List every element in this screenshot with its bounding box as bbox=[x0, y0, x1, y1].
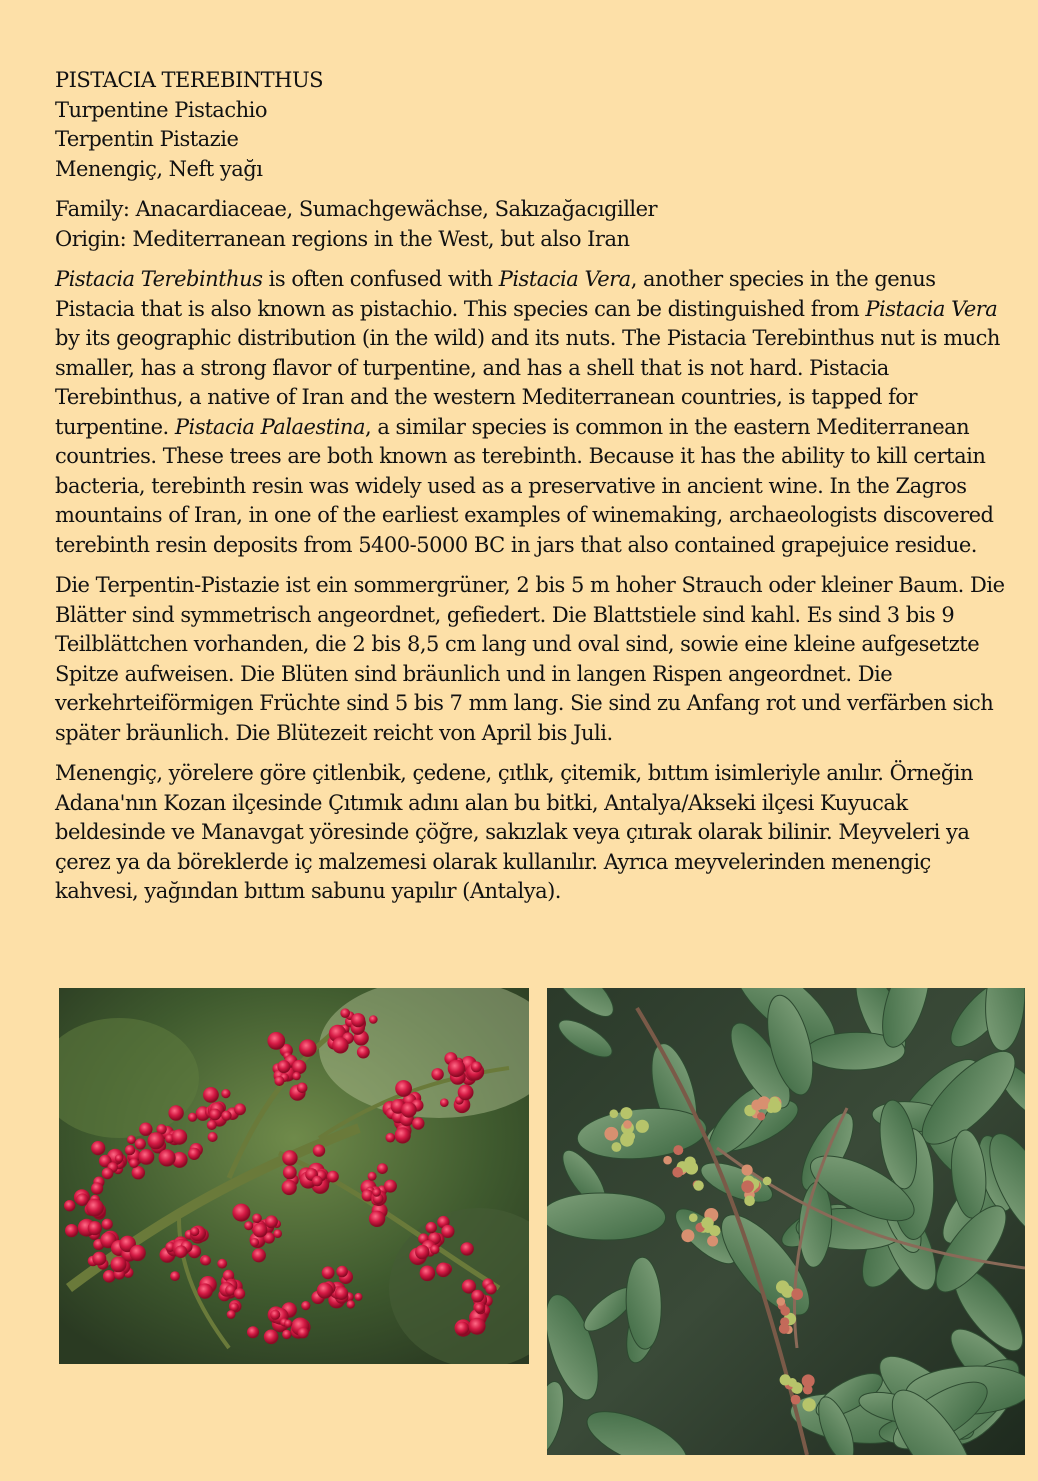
flower-bud bbox=[395, 1127, 411, 1143]
flower-bud bbox=[244, 1221, 253, 1230]
flower-bud bbox=[469, 1318, 486, 1335]
flower-bud bbox=[312, 1176, 323, 1187]
english-text-c: by its geographic distribution (in the wild) and its nuts. The Pistacia Terebinthus nut is much smaller, has a strong flavor of turpentine, and has a shell that is not hard. Pistacia Terebinthus, a native of Iran and the western Mediterranean countries, is tapped for turpentine. bbox=[55, 326, 1000, 439]
flower-bud bbox=[197, 1283, 212, 1298]
fruit bbox=[620, 1107, 632, 1119]
flower-bud bbox=[335, 1287, 348, 1300]
flower-bud bbox=[282, 1150, 297, 1165]
flower-bud bbox=[172, 1129, 188, 1145]
german-text: Die Terpentin-Pistazie ist ein sommergrüner, 2 bis 5 m hoher Strauch oder kleiner Baum. Die Blätter sind symmetrisch angeordnet, gefiedert. Die Blattstiele sind kahl. Es sind 3 bis 9 Teilblättchen vorhanden, die 2 bis 8,5 cm lang und oval sind, sowie eine kleine aufgesetzte Spitze aufweisen. Die Blüten sind bräunlich und in langen Rispen angeordnet. Die verkehrteiförmigen Früchte sind 5 bis 7 mm lang. Sie sind zu Anfang rot und verfärben sich später bräunlich. Die Blütezeit reicht von April bis Juli. bbox=[55, 573, 1005, 745]
common-name-turkish: Menengiç, Neft yağı bbox=[55, 156, 263, 181]
flower-bud bbox=[347, 1300, 355, 1308]
foliage-image bbox=[547, 988, 1025, 1455]
flower-bud bbox=[292, 1072, 300, 1080]
flower-bud bbox=[76, 1193, 89, 1206]
flower-bud bbox=[201, 1256, 211, 1266]
common-name-english: Turpentine Pistachio bbox=[55, 97, 267, 122]
flower-bud bbox=[474, 1303, 484, 1313]
flower-bud bbox=[277, 1060, 290, 1073]
flower-bud bbox=[203, 1087, 219, 1103]
flower-bud bbox=[458, 1085, 474, 1101]
fruit bbox=[623, 1120, 632, 1129]
flower-bud bbox=[102, 1168, 114, 1180]
flower-bud bbox=[327, 1171, 339, 1183]
flower-photo bbox=[59, 988, 529, 1364]
flower-bud bbox=[253, 1223, 268, 1238]
flower-bud bbox=[431, 1068, 443, 1080]
common-name-german: Terpentin Pistazie bbox=[55, 127, 239, 151]
fruit bbox=[779, 1323, 790, 1334]
flower-bud bbox=[127, 1135, 136, 1144]
flower-bud bbox=[441, 1225, 454, 1238]
flower-bud bbox=[188, 1113, 197, 1122]
turkish-text: Menengiç, yörelere göre çitlenbik, çedene, çıtlık, çitemik, bıttım isimleriyle anılır. Örneğin Adana'nın Kozan ilçesinde Çıtımık adını alan bu bitki, Antalya/Akseki ilçesi Kuyucak beldesinde ve Manavgat yöresinde çöğre, sakızlak veya çıtırak olarak bilinir. Meyveleri ya çerez ya da böreklerde iç malzemesi olarak kullanılır. Ayrıca meyvelerinden menengiç kahvesi, yağından bıttım sabunu yapılır (Antalya). bbox=[55, 761, 974, 903]
flower-bud bbox=[190, 1227, 199, 1236]
flower-bud bbox=[267, 1032, 285, 1050]
flower-bud bbox=[221, 1089, 230, 1098]
flower-bud bbox=[129, 1158, 139, 1168]
flower-bud bbox=[217, 1259, 227, 1269]
flower-bud bbox=[430, 1245, 439, 1254]
flower-bud bbox=[395, 1080, 412, 1097]
fruit bbox=[791, 1288, 803, 1300]
fruit bbox=[741, 1180, 754, 1193]
flower-bud bbox=[368, 1172, 377, 1181]
english-paragraph bbox=[55, 265, 1005, 560]
flower-bud bbox=[234, 1288, 245, 1299]
flower-bud bbox=[274, 1076, 284, 1086]
fruit bbox=[681, 1229, 694, 1242]
flower-bud bbox=[415, 1245, 429, 1259]
flower-bud bbox=[369, 1015, 378, 1024]
family-line: Family: Anacardiaceae, Sumachgewächse, Sakızağacıgiller bbox=[55, 197, 658, 221]
flower-bud bbox=[436, 1263, 451, 1278]
flower-bud bbox=[460, 1242, 473, 1255]
flower-bud bbox=[297, 1083, 308, 1094]
flower-bud bbox=[485, 1283, 496, 1294]
page-title: PISTACIA TEREBINTHUS bbox=[55, 68, 324, 92]
flower-bud bbox=[115, 1154, 123, 1162]
flower-bud bbox=[369, 1211, 385, 1227]
flower-bud bbox=[377, 1163, 388, 1174]
flower-bud bbox=[102, 1219, 113, 1230]
turkish-paragraph bbox=[55, 759, 1005, 907]
flower-bud bbox=[130, 1245, 146, 1261]
fruit bbox=[744, 1196, 755, 1207]
fruit bbox=[604, 1127, 618, 1141]
flower-bud bbox=[170, 1271, 180, 1281]
flower-bud bbox=[284, 1320, 292, 1328]
flower-bud bbox=[336, 1266, 348, 1278]
german-paragraph bbox=[55, 571, 1005, 748]
flower-bud bbox=[159, 1149, 176, 1166]
flower-bud bbox=[135, 1138, 146, 1149]
fruit bbox=[612, 1142, 622, 1152]
flower-bud bbox=[471, 1290, 484, 1303]
flower-bud bbox=[232, 1204, 250, 1222]
flower-bud bbox=[401, 1102, 417, 1118]
english-text-b: , another species in the genus Pistacia that is also known as pistachio. This species can be distinguished from bbox=[55, 267, 936, 321]
flower-bud bbox=[103, 1270, 116, 1283]
flower-bud bbox=[252, 1214, 262, 1224]
fruit bbox=[791, 1395, 801, 1405]
flower-bud bbox=[313, 1144, 325, 1156]
flower-image bbox=[59, 988, 529, 1364]
fruit bbox=[673, 1145, 683, 1155]
flower-bud bbox=[208, 1132, 218, 1142]
flower-bud bbox=[317, 1282, 333, 1298]
flower-bud bbox=[207, 1120, 217, 1130]
flower-bud bbox=[252, 1248, 266, 1262]
species-italic-1: Pistacia Terebinthus bbox=[55, 267, 263, 291]
species-italic-4: Pistacia Palaestina bbox=[174, 414, 365, 439]
fruit bbox=[751, 1100, 762, 1111]
flower-bud bbox=[148, 1132, 165, 1149]
flower-bud bbox=[282, 1180, 297, 1195]
flower-bud bbox=[91, 1182, 103, 1194]
flower-bud bbox=[298, 1327, 309, 1338]
flower-bud bbox=[227, 1310, 236, 1319]
flower-bud bbox=[64, 1200, 75, 1211]
flower-bud bbox=[355, 1293, 363, 1301]
fruit bbox=[757, 1112, 765, 1120]
flower-bud bbox=[88, 1221, 102, 1235]
flower-bud bbox=[322, 1266, 335, 1279]
flower-bud bbox=[65, 1224, 78, 1237]
flower-bud bbox=[340, 1008, 350, 1018]
origin-line: Origin: Mediterranean regions in the West, but also Iran bbox=[55, 226, 630, 251]
fruit bbox=[707, 1236, 718, 1247]
flower-bud bbox=[247, 1326, 259, 1338]
flower-bud bbox=[86, 1199, 104, 1217]
fruit bbox=[802, 1374, 815, 1387]
english-text-d: , a similar species is common in the eastern Mediterranean countries. These trees are both known as terebinth. Because it has the ability to kill certain bacteria, terebinth resin was widely used as a preservative in ancient wine. In the Zagros mountains of Iran, in one of the earliest examples of winemaking, archaeologists discovered terebinth resin deposits from 5400-5000 BC in jars that also contained grapejuice residue. bbox=[55, 414, 994, 557]
flower-bud bbox=[273, 1229, 282, 1238]
fruit bbox=[802, 1398, 815, 1411]
flower-bud bbox=[292, 1060, 306, 1074]
english-text-a: is often confused with bbox=[262, 267, 499, 291]
fruit bbox=[701, 1217, 713, 1229]
flower-bud bbox=[412, 1117, 424, 1129]
fruit bbox=[636, 1120, 649, 1133]
foliage-photo bbox=[547, 988, 1025, 1455]
flower-bud bbox=[209, 1109, 221, 1121]
fruit bbox=[684, 1157, 695, 1168]
fruit bbox=[742, 1165, 753, 1176]
flower-bud bbox=[168, 1105, 183, 1120]
flower-bud bbox=[132, 1166, 145, 1179]
flower-bud bbox=[372, 1188, 381, 1197]
flower-bud bbox=[250, 1238, 259, 1247]
flower-bud bbox=[301, 1301, 310, 1310]
flower-bud bbox=[139, 1123, 152, 1136]
flower-bud bbox=[92, 1252, 106, 1266]
species-italic-2: Pistacia Vera bbox=[498, 267, 631, 291]
flower-bud bbox=[471, 1061, 482, 1072]
flower-bud bbox=[351, 1013, 365, 1027]
species-italic-3: Pistacia Vera bbox=[865, 296, 998, 321]
flower-bud bbox=[332, 1037, 348, 1053]
taxonomy-block bbox=[55, 195, 1005, 254]
flower-bud bbox=[384, 1180, 397, 1193]
fruit bbox=[777, 1297, 786, 1306]
fruit bbox=[768, 1099, 782, 1113]
flower-bud bbox=[234, 1103, 246, 1115]
flower-bud bbox=[139, 1149, 155, 1165]
flower-bud bbox=[91, 1141, 105, 1155]
flower-bud bbox=[175, 1245, 188, 1258]
flower-bud bbox=[455, 1322, 469, 1336]
fruit bbox=[780, 1374, 791, 1385]
fruit bbox=[689, 1213, 698, 1222]
flower-bud bbox=[448, 1060, 466, 1078]
flower-bud bbox=[420, 1266, 436, 1282]
flower-bud bbox=[283, 1166, 297, 1180]
title-block bbox=[55, 66, 1005, 184]
flower-bud bbox=[357, 1046, 370, 1059]
flower-bud bbox=[264, 1330, 279, 1345]
fruit bbox=[626, 1132, 635, 1141]
fruit bbox=[780, 1306, 790, 1316]
flower-bud bbox=[188, 1148, 200, 1160]
flower-bud bbox=[426, 1222, 437, 1233]
flower-bud bbox=[440, 1098, 449, 1107]
fruit bbox=[763, 1177, 772, 1186]
flower-bud bbox=[221, 1111, 231, 1121]
document-text bbox=[55, 66, 1005, 918]
flower-bud bbox=[299, 1039, 317, 1057]
flower-bud bbox=[111, 1256, 127, 1272]
flower-bud bbox=[386, 1133, 396, 1143]
flower-bud bbox=[125, 1145, 135, 1155]
flower-bud bbox=[265, 1215, 278, 1228]
fruit bbox=[693, 1180, 703, 1190]
flower-bud bbox=[282, 1330, 291, 1339]
fruit bbox=[663, 1156, 672, 1165]
flower-bud bbox=[270, 1310, 280, 1320]
fruit bbox=[610, 1109, 619, 1118]
fruit bbox=[672, 1167, 683, 1178]
